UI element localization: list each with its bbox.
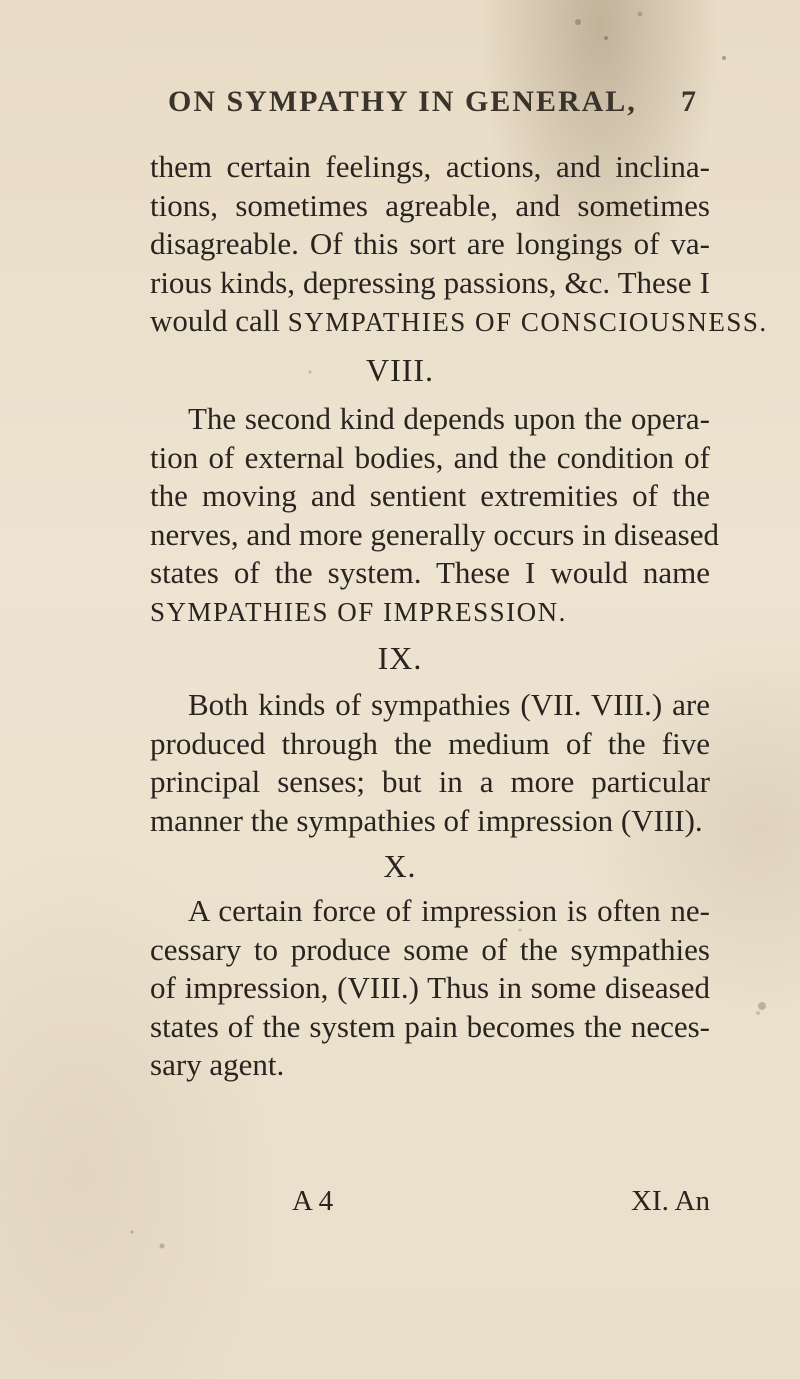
text-line: states of the system pain becomes the neces-: [150, 1008, 710, 1044]
text-line: rious kinds, depressing passions, &c. These I: [150, 264, 710, 300]
text-line: manner the sympathies of impression (VIII).: [150, 802, 703, 838]
running-head: [168, 85, 698, 129]
text-line: tions, sometimes agreable, and sometimes: [150, 187, 710, 223]
text-line: them certain feelings, actions, and inclina-: [150, 149, 710, 184]
running-title: ON SYMPATHY IN GENERAL,: [168, 85, 637, 118]
text-line: A certain force of impression is often ne-: [188, 893, 710, 928]
page-footer: [150, 1185, 710, 1229]
text-line: principal senses; but in a more particular: [150, 764, 710, 799]
smallcaps-term: SYMPATHIES OF CONSCIOUSNESS.: [287, 307, 768, 337]
text-line: states of the system. These I would name: [150, 555, 710, 590]
section-number: IX.: [377, 640, 423, 676]
paragraph-continuation: [150, 148, 768, 342]
text-span: would call: [150, 303, 280, 338]
text-line: nerves, and more generally occurs in diseased: [150, 516, 719, 552]
section-9-paragraph: [150, 686, 710, 840]
text-line: of impression, (VIII.) Thus in some diseased: [150, 970, 710, 1005]
section-number: VIII.: [365, 352, 435, 388]
text-line: tion of external bodies, and the condition of: [150, 439, 710, 475]
text-line: cessary to produce some of the sympathies: [150, 931, 710, 967]
text-line: The second kind depends upon the opera-: [188, 401, 710, 436]
signature-mark: A 4: [292, 1185, 334, 1217]
section-10-paragraph: [150, 892, 710, 1085]
smallcaps-term: SYMPATHIES OF IMPRESSION.: [150, 596, 567, 627]
catchword: XI. An: [631, 1185, 710, 1217]
text-line: disagreable. Of this sort are longings of va-: [150, 226, 710, 261]
text-line: Both kinds of sympathies (VII. VIII.) are: [188, 687, 710, 722]
text-line: [150, 302, 768, 342]
text-line: produced through the medium of the five: [150, 725, 710, 761]
page-number: 7: [681, 85, 698, 118]
text-line: sary agent.: [150, 1047, 285, 1082]
section-8-paragraph: [150, 400, 719, 631]
text-line: the moving and sentient extremities of the: [150, 478, 710, 513]
section-number: X.: [383, 848, 417, 884]
